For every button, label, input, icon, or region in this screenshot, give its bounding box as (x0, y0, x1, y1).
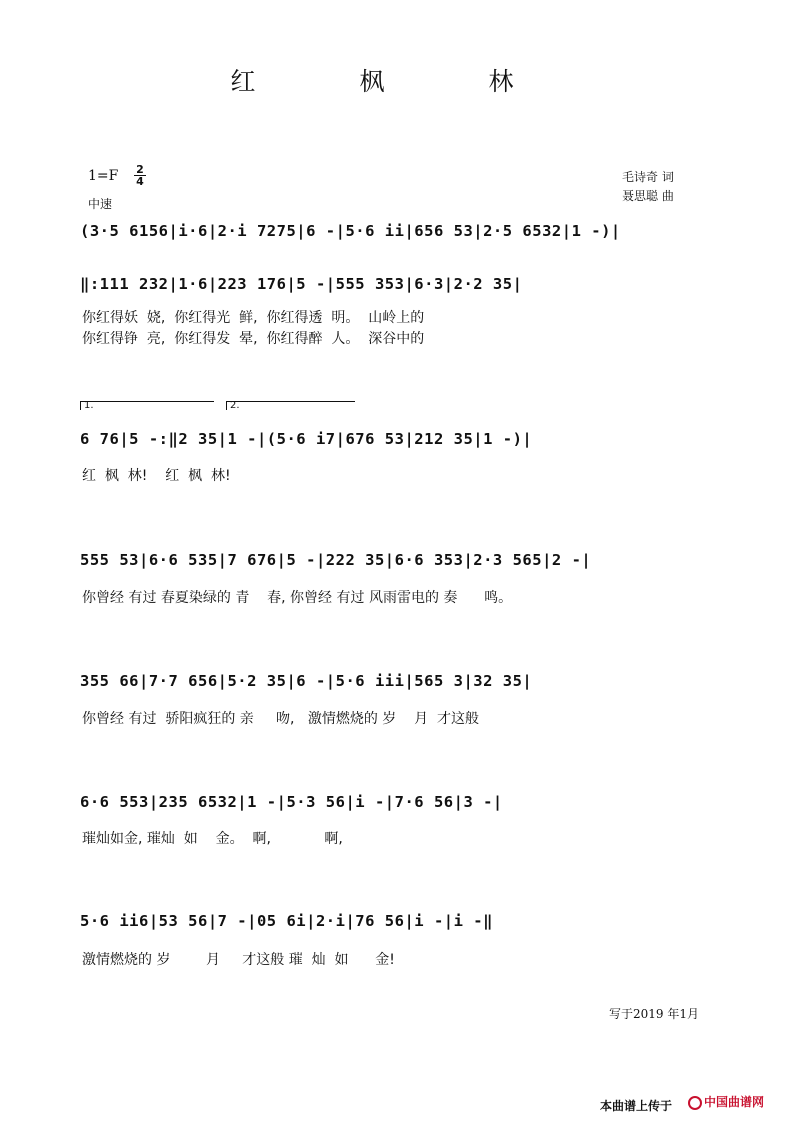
composition-date-note: 写于2019 年1月 (609, 1007, 699, 1021)
score-line-4: 555 53|6·6 535|7 676|5 -|222 35|6·6 353|2·3 565|2 -| (80, 551, 592, 569)
score-line-6: 6·6 553|235 6532|1 -|5·3 56|i -|7·6 56|3 -| (80, 793, 503, 811)
key-signature: 1=F (88, 168, 119, 184)
lyric-line-2-verse-2: 你红得铮 亮, 你红得发 晕, 你红得醉 人。 深谷中的 (82, 331, 425, 347)
site-logo[interactable] (688, 1093, 784, 1113)
lyric-line-2-verse-1: 你红得妖 娆, 你红得光 鲜, 你红得透 明。 山岭上的 (82, 310, 425, 326)
site-logo-text: 中国曲谱网 (704, 1095, 765, 1109)
score-line-3: 6 76|5 -:‖2 35|1 -|(5·6 i7|676 53|212 35|1 -)| (80, 430, 533, 448)
tempo-marking: 中速 (88, 197, 113, 211)
score-line-7: 5·6 ii6|53 56|7 -|05 6i|2·i|76 56|i -|i -‖ (80, 912, 493, 930)
page-title: 红 枫 林 (230, 67, 562, 96)
score-line-1: (3·5 6156|i·6|2·i 7275|6 -|5·6 ii|656 53|2·5 6532|1 -)| (80, 222, 621, 240)
lyricist-credit: 毛诗奇 词 (622, 170, 674, 184)
volta-2-label: 2. (230, 400, 240, 411)
site-logo-icon (688, 1096, 702, 1110)
time-signature-top: 2 (136, 163, 144, 176)
volta-1-label: 1. (84, 400, 94, 411)
lyric-line-5: 你曾经 有过 骄阳疯狂的 亲 吻, 激情燃烧的 岁 月 才这般 (82, 711, 480, 727)
score-line-2: ‖:111 232|1·6|223 176|5 -|555 353|6·3|2·2 35| (80, 275, 523, 293)
lyric-line-3: 红 枫 林! 红 枫 林! (82, 468, 231, 484)
lyric-line-6: 璀灿如金, 璀灿 如 金。 啊, 啊, (82, 831, 343, 847)
time-signature (134, 164, 146, 187)
volta-bracket-2 (226, 401, 355, 410)
lyric-line-4: 你曾经 有过 春夏染绿的 青 春, 你曾经 有过 风雨雷电的 奏 鸣。 (82, 590, 513, 606)
composer-credit: 聂思聪 曲 (622, 189, 674, 203)
lyric-line-7: 激情燃烧的 岁 月 才这般 璀 灿 如 金! (82, 952, 395, 968)
volta-bracket-1 (80, 401, 214, 410)
score-line-5: 355 66|7·7 656|5·2 35|6 -|5·6 iii|565 3|32 35| (80, 672, 533, 690)
upload-source-text: 本曲谱上传于 (600, 1099, 673, 1113)
time-signature-bottom: 4 (134, 175, 146, 187)
